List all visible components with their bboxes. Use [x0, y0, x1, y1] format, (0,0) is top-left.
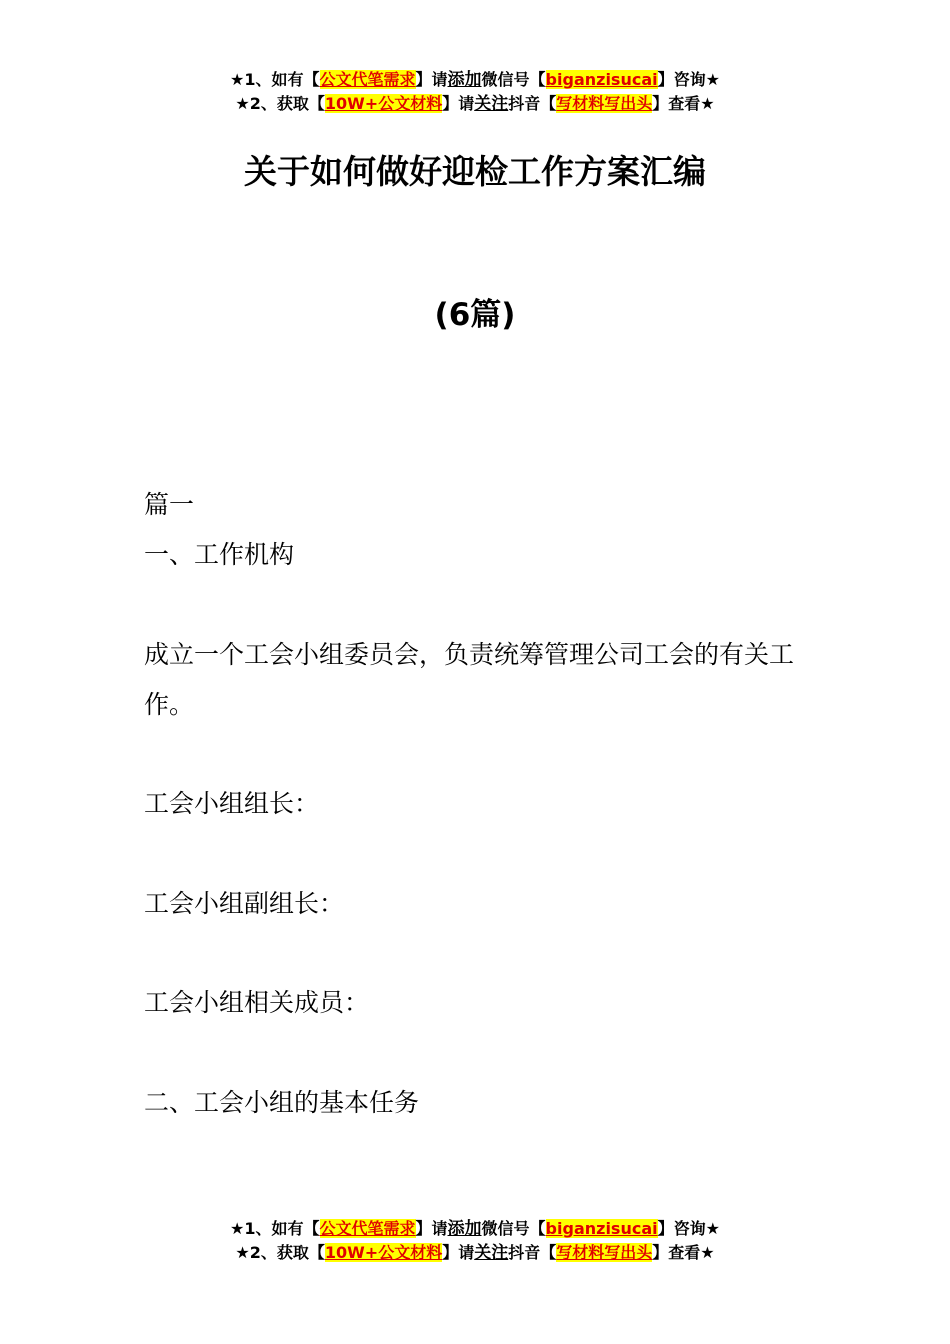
banner-line-2 [0, 1241, 950, 1265]
banner-line-1 [0, 1217, 950, 1241]
document-title: 关于如何做好迎检工作方案汇编 [244, 152, 706, 191]
banner-text: 】请 [442, 94, 475, 113]
banner-highlight-wechat: biganzisucai [545, 1219, 658, 1238]
heading-work-organization: 一、工作机构 [144, 540, 295, 569]
paragraph-committee: 成立一个工会小组委员会，负责统筹管理公司工会的有关工作。 [144, 640, 795, 719]
banner-text: 】请 [415, 1219, 448, 1238]
banner-text: 】查看★ [652, 94, 715, 113]
banner-underline-add: 添加 [447, 70, 482, 90]
banner-highlight-service: 公文代笔需求 [319, 1219, 416, 1238]
banner-highlight-materials: 10W+公文材料 [324, 94, 443, 113]
heading-basic-tasks: 二、工会小组的基本任务 [144, 1088, 420, 1117]
document-subtitle: (6篇) [434, 297, 516, 333]
banner-text: 】请 [415, 70, 448, 89]
paragraph-members: 工会小组相关成员： [144, 988, 370, 1017]
banner-text: 微信号【 [481, 1219, 546, 1238]
banner-line-2 [0, 92, 950, 116]
banner-text: 】请 [442, 1243, 475, 1262]
banner-text: ★1、如有【 [230, 70, 320, 89]
paragraph-group-leader: 工会小组组长： [144, 789, 320, 818]
header-banner [0, 68, 950, 116]
banner-highlight-douyin: 写材料写出头 [556, 1243, 653, 1262]
banner-highlight-materials: 10W+公文材料 [324, 1243, 443, 1262]
banner-underline-follow: 关注 [474, 94, 509, 114]
banner-text: ★1、如有【 [230, 1219, 320, 1238]
banner-text: 微信号【 [481, 70, 546, 89]
banner-highlight-service: 公文代笔需求 [319, 70, 416, 89]
banner-text: 抖音【 [508, 94, 557, 113]
banner-underline-add: 添加 [447, 1219, 482, 1239]
banner-highlight-douyin: 写材料写出头 [556, 94, 653, 113]
banner-highlight-wechat: biganzisucai [545, 70, 658, 89]
banner-underline-follow: 关注 [474, 1243, 509, 1263]
paragraph-deputy-leader: 工会小组副组长： [144, 889, 345, 918]
footer-banner [0, 1217, 950, 1265]
banner-text: 】查看★ [652, 1243, 715, 1262]
banner-text: ★2、获取【 [235, 94, 325, 113]
section-label: 篇一 [144, 490, 195, 519]
banner-text: 】咨询★ [657, 70, 720, 89]
banner-text: 】咨询★ [657, 1219, 720, 1238]
banner-text: ★2、获取【 [235, 1243, 325, 1262]
banner-text: 抖音【 [508, 1243, 557, 1262]
banner-line-1 [0, 68, 950, 92]
